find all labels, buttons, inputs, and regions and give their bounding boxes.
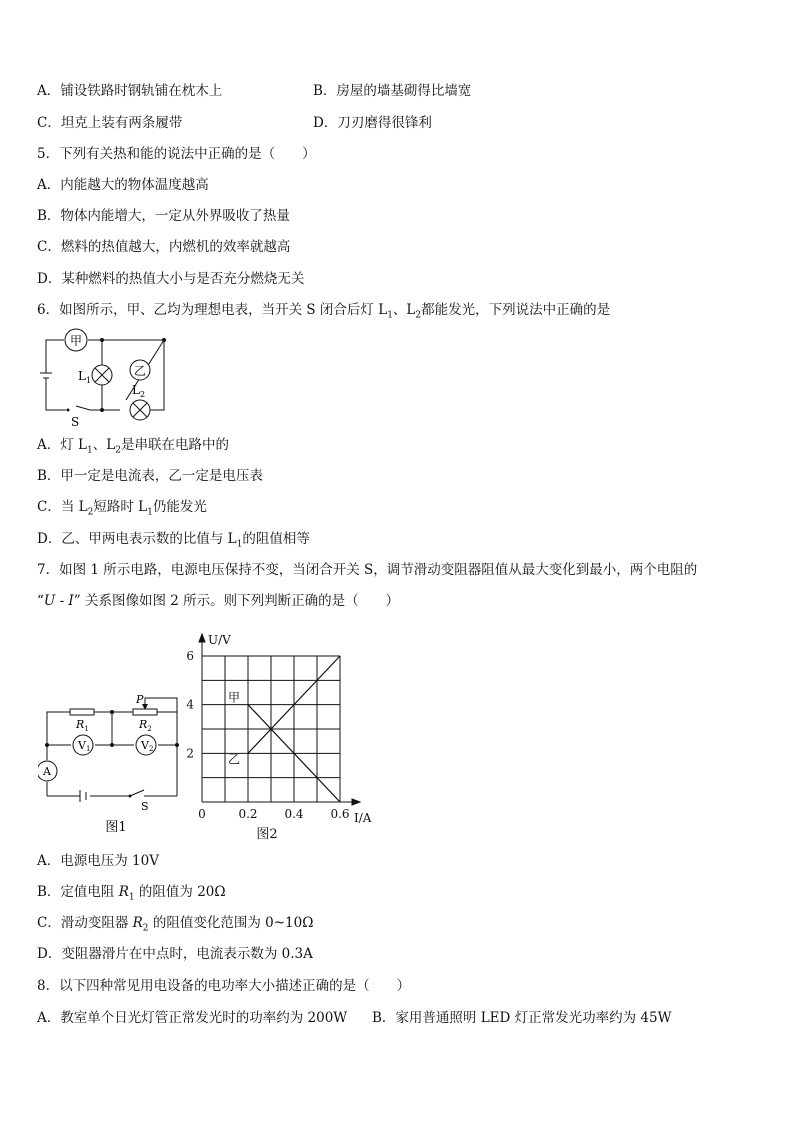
- meter-jia-label: 甲: [69, 334, 83, 348]
- x-tick-label: 0.4: [284, 807, 304, 821]
- q7-option-b: B．定值电阻 $R_1$ 的阻值为 20Ω: [37, 884, 226, 903]
- q7-option-d: D．变阻器滑片在中点时，电流表示数为 0.3A: [37, 946, 313, 962]
- q8-stem: 8．以下四种常见用电设备的电功率大小描述正确的是（ ）: [37, 978, 411, 994]
- y-axis-label: U/V: [208, 633, 231, 647]
- y-tick-label: 6: [186, 649, 194, 663]
- series-label-jia: 甲: [228, 690, 241, 705]
- q5-option-b: B．物体内能增大，一定从外界吸收了热量: [37, 208, 290, 224]
- y-tick-label: 2: [186, 746, 194, 761]
- q7-stem-line1: 7．如图 1 所示电路，电源电压保持不变，当闭合开关 S，调节滑动变阻器阻值从最大变化到最小，两个电阻的: [37, 562, 698, 578]
- q6-option-b: B．甲一定是电流表，乙一定是电压表: [37, 468, 263, 484]
- voltmeter-v1-label: V1: [78, 739, 91, 753]
- q7-ui-graph: [180, 618, 380, 844]
- switch-s-label: S: [71, 415, 80, 429]
- q6-stem: 6．如图所示，甲、乙均为理想电表，当开关 S 闭合后灯 $L_1$、$L_2$都能发光，下列说法中正确的是: [37, 302, 611, 321]
- slider-p-label: P: [136, 693, 144, 706]
- x-tick-label: 0.2: [238, 807, 258, 821]
- resistor-r2-label: $R_2$: [139, 718, 152, 733]
- switch-s-label: S: [141, 800, 149, 813]
- ammeter-a-label: A: [43, 765, 51, 778]
- q8-option-b: B．家用普通照明 LED 灯正常发光功率约为 45W: [372, 1010, 672, 1026]
- q4-option-c: C．坦克上装有两条履带: [37, 115, 183, 131]
- q6-option-c: C．当 $L_2$短路时 $L_1$仍能发光: [37, 499, 207, 518]
- y-axis-arrow: [199, 634, 205, 642]
- q7-option-a: A．电源电压为 10V: [37, 853, 159, 869]
- q4-option-b: B．房屋的墙基砌得比墙宽: [313, 83, 472, 99]
- x-axis-label: I/A: [354, 811, 372, 825]
- q5-option-c: C．燃料的热值越大，内燃机的效率就越高: [37, 239, 291, 255]
- q7-option-c: C．滑动变阻器 $R_2$ 的阻值变化范围为 0~10Ω: [37, 915, 314, 934]
- lamp-l2-icon: [130, 400, 150, 420]
- q7-stem-line2: “U - I” 关系图像如图 2 所示。则下列判断正确的是（ ）: [37, 593, 400, 609]
- meter-yi-label: 乙: [133, 364, 147, 378]
- figure1-caption: 图1: [105, 820, 127, 835]
- lamp-l2-label: $L_2$: [132, 383, 146, 399]
- q6-option-d: D．乙、甲两电表示数的比值与 $L_1$的阻值相等: [37, 531, 310, 550]
- y-tick-label: 4: [186, 697, 194, 712]
- q6-option-a: A．灯 $L_1$、$L_2$是串联在电路中的: [37, 437, 229, 456]
- figure2-caption: 图2: [256, 827, 278, 840]
- x-axis-arrow: [352, 799, 360, 805]
- q8-option-a: A．教室单个日光灯管正常发光时的功率约为 200W: [37, 1010, 348, 1026]
- lamp-l1-icon: [92, 365, 112, 385]
- q7-circuit-figure: [38, 690, 188, 844]
- series-label-yi: 乙: [228, 752, 241, 767]
- resistor-r1-label: $R_1$: [76, 718, 89, 733]
- q4-option-a: A．铺设铁路时钢轨铺在枕木上: [37, 83, 223, 99]
- x-tick-label: 0: [198, 807, 206, 821]
- q5-option-a: A．内能越大的物体温度越高: [37, 177, 209, 193]
- x-tick-label: 0.6: [330, 807, 350, 821]
- resistor-r2: [133, 709, 157, 715]
- lamp-l1-label: $L_1$: [78, 369, 92, 385]
- q5-option-d: D．某种燃料的热值大小与是否充分燃烧无关: [37, 271, 305, 287]
- resistor-r1: [70, 709, 94, 715]
- voltmeter-v2-label: V2: [141, 739, 154, 753]
- q4-option-d: D．刀刃磨得很锋利: [313, 115, 432, 131]
- q6-circuit-figure: [38, 328, 178, 434]
- q5-stem: 5．下列有关热和能的说法中正确的是（ ）: [37, 146, 316, 162]
